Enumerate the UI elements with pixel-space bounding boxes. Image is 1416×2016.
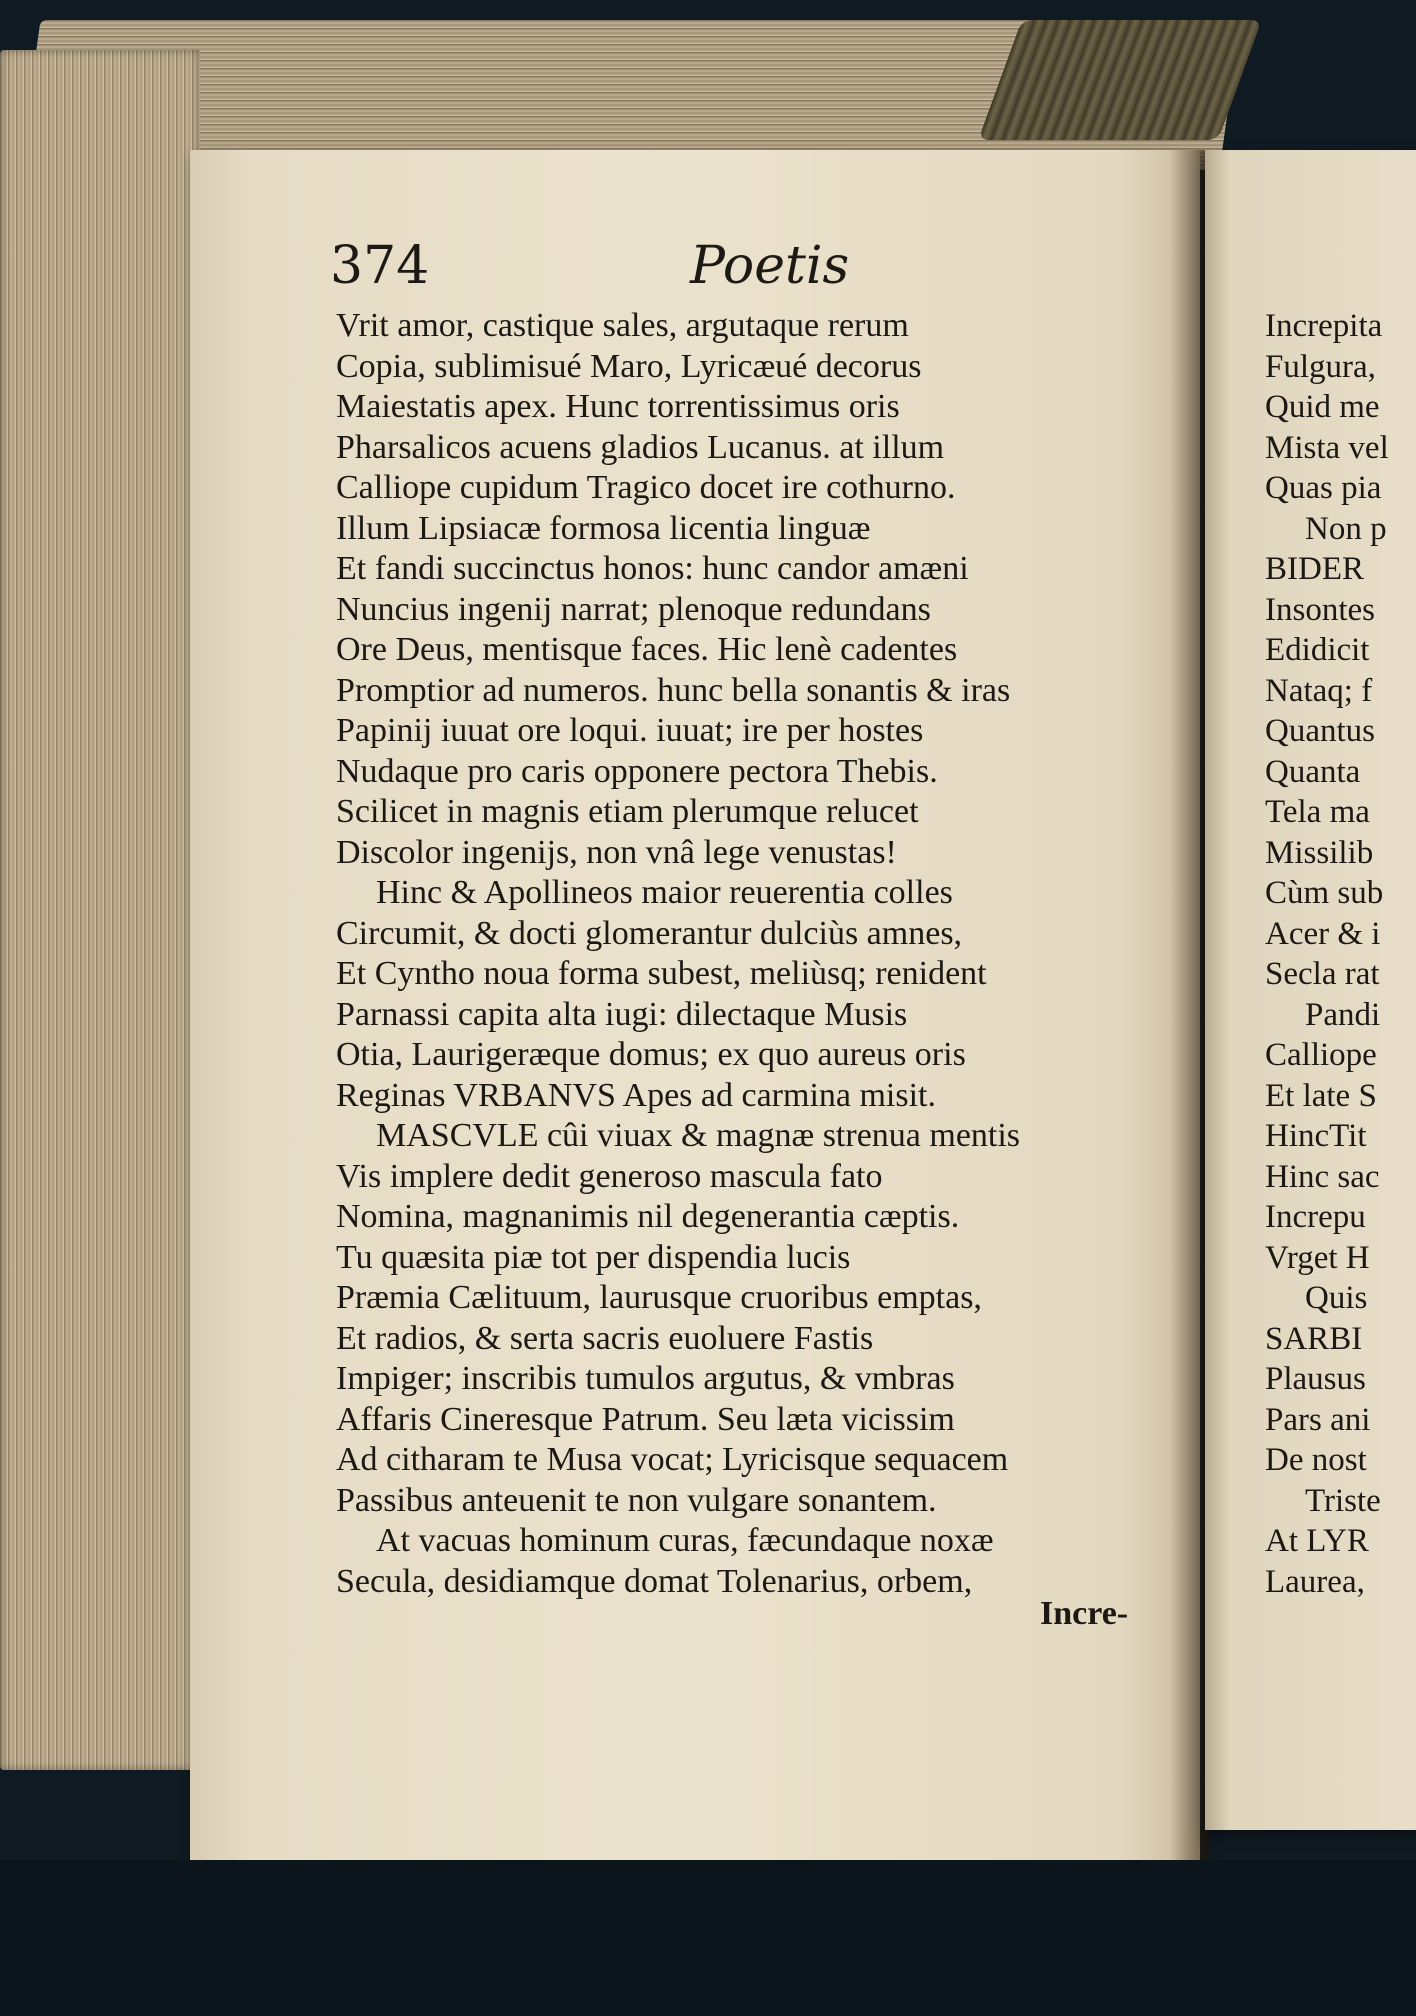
text-line: Cùm sub [1265,875,1384,911]
text-line: Calliope [1265,1037,1377,1073]
text-line: Quid me [1265,389,1380,425]
text-line: Nudaque pro caris opponere pectora Thebis. [336,752,938,790]
text-line: Triste [1305,1482,1381,1519]
text-line: Secula, desidiamque domat Tolenarius, orbem, [336,1562,973,1600]
text-line: Nomina, magnanimis nil degenerantia cæptis. [336,1198,960,1235]
text-line: Secla rat [1265,956,1380,992]
text-line: Plausus [1265,1361,1366,1397]
text-line: Et late S [1265,1077,1377,1114]
text-line: Laurea, [1265,1563,1365,1600]
text-line: Edidicit [1265,632,1370,668]
text-line: Et fandi succinctus honos: hunc candor amæni [336,550,969,587]
text-line: Vis implere dedit generoso mascula fato [336,1157,883,1195]
text-line: Pars ani [1265,1401,1371,1438]
text-line: De nost [1265,1442,1367,1478]
right-page-text [1265,306,1416,1602]
text-line: Tela ma [1265,794,1370,830]
text-line: Maiestatis apex. Hunc torrentissimus oris [336,388,900,425]
text-line: Scilicet in magnis etiam plerumque relucet [336,793,919,830]
text-line: Calliope cupidum Tragico docet ire cothurno. [336,469,956,506]
text-line: SARBI [1265,1320,1363,1357]
text-line: Affaris Cineresque Patrum. Seu læta vicissim [336,1400,955,1438]
text-line: Fulgura, [1265,348,1376,385]
text-line: HincTit [1265,1118,1367,1154]
text-line: Missilib [1265,834,1374,871]
text-line: Ad citharam te Musa vocat; Lyricisque sequacem [336,1441,1009,1478]
text-line: Mista vel [1265,429,1389,466]
text-line: Nataq; f [1265,672,1373,709]
text-line: Quas pia [1265,470,1382,506]
page-number: 374 [330,236,430,296]
text-line: Tu quæsita piæ tot per dispendia lucis [336,1238,851,1276]
text-line: Discolor ingenijs, non vnâ lege venustas! [336,833,897,871]
left-page-text [336,306,1186,1602]
text-line: Pandi [1305,996,1381,1033]
text-line: Passibus anteuenit te non vulgare sonantem. [336,1481,937,1519]
text-line: Otia, Laurigeræque domus; ex quo aureus oris [336,1036,966,1073]
text-line: Vrit amor, castique sales, argutaque rerum [336,307,909,344]
text-line: Papinij iuuat ore loqui. iuuat; ire per hostes [336,712,924,749]
text-line: Increpita [1265,308,1383,344]
text-line: Promptior ad numeros. hunc bella sonantis & iras [336,671,1011,709]
text-line: Quantus [1265,713,1375,749]
text-line: Ore Deus, mentisque faces. Hic lenè cadentes [336,631,958,668]
text-line: Increpu [1265,1199,1366,1235]
text-line: Quanta [1265,753,1361,790]
text-line: Copia, sublimisué Maro, Lyricæué decorus [336,347,922,385]
text-line: Non p [1305,510,1387,547]
text-line: Et radios, & serta sacris euoluere Fastis [336,1319,874,1357]
text-line: Insontes [1265,591,1375,628]
text-line: Reginas VRBANVS Apes ad carmina misit. [336,1076,936,1114]
text-line: Præmia Cælituum, laurusque cruoribus emptas, [336,1279,982,1316]
running-title: Poetis [690,236,850,296]
text-line: Vrget H [1265,1239,1370,1276]
text-line: Hinc sac [1265,1158,1380,1195]
text-line: Impiger; inscribis tumulos argutus, & vmbras [336,1360,955,1397]
text-line: Acer & i [1265,915,1381,952]
page-edges-left [0,50,200,1770]
text-line: Nuncius ingenij narrat; plenoque redundans [336,590,931,628]
page-header [330,236,1190,306]
background-bottom [0,1860,1416,2016]
text-line: BIDER [1265,551,1364,587]
text-line: Illum Lipsiacæ formosa licentia linguæ [336,509,871,547]
text-line: Circumit, & docti glomerantur dulciùs amnes, [336,914,963,952]
text-line: Quis [1305,1280,1368,1316]
text-line: Pharsalicos acuens gladios Lucanus. at illum [336,428,945,466]
text-line: MASCVLE cûi viuax & magnæ strenua mentis [376,1117,1021,1154]
text-line: Hinc & Apollineos maior reuerentia colles [376,874,953,911]
text-line: Parnassi capita alta iugi: dilectaque Musis [336,995,908,1033]
text-line: At vacuas hominum curas, fæcundaque noxæ [376,1522,994,1559]
text-line: At LYR [1265,1523,1369,1559]
catchword: Incre- [1040,1595,1129,1632]
book-headband [978,20,1262,140]
text-line: Et Cyntho noua forma subest, meliùsq; renident [336,955,987,992]
